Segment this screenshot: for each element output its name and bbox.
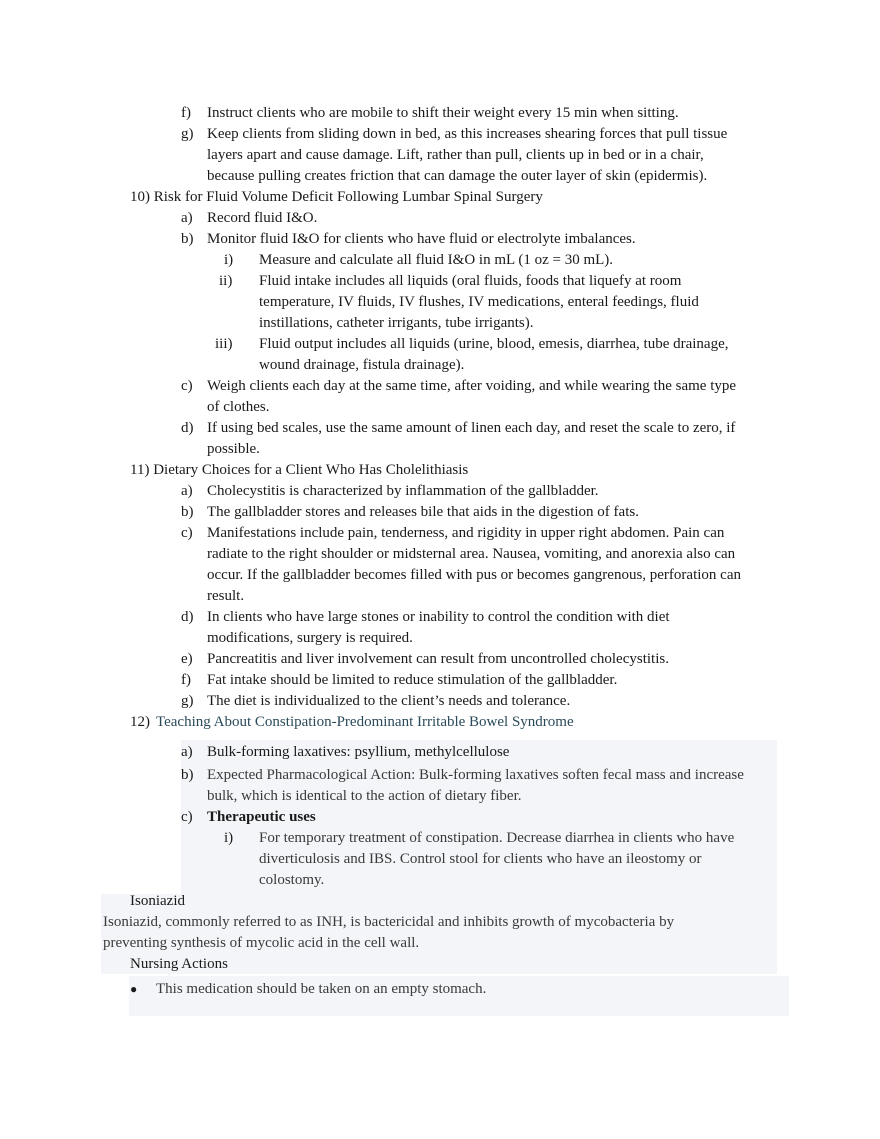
- list-item-text: radiate to the right shoulder or midsternal area. Nausea, vomiting, and anorexia also can: [207, 546, 736, 562]
- list-item-text: Monitor fluid I&O for clients who have fluid or electrolyte imbalances.: [207, 231, 636, 247]
- list-marker: e): [181, 651, 193, 667]
- list-item-text: temperature, IV fluids, IV flushes, IV medications, enteral feedings, fluid: [259, 294, 699, 310]
- list-item-text: Fat intake should be limited to reduce stimulation of the gallbladder.: [207, 672, 618, 688]
- list-item-text: Expected Pharmacological Action: Bulk-forming laxatives soften fecal mass and increase: [207, 767, 744, 783]
- section-heading-11: 11) Dietary Choices for a Client Who Has Cholelithiasis: [130, 462, 469, 478]
- list-item-text: instillations, catheter irrigants, tube irrigants).: [259, 315, 534, 331]
- list-marker: a): [181, 483, 193, 499]
- list-marker: g): [181, 126, 194, 142]
- list-item-text: In clients who have large stones or inability to control the condition with diet: [207, 609, 670, 625]
- list-item-text: of clothes.: [207, 399, 270, 415]
- list-item-text: bulk, which is identical to the action of dietary fiber.: [207, 788, 522, 804]
- list-marker: c): [181, 525, 193, 541]
- list-marker: d): [181, 420, 194, 436]
- list-marker: a): [181, 210, 193, 226]
- list-marker: f): [181, 105, 191, 121]
- list-item-text: modifications, surgery is required.: [207, 630, 413, 646]
- list-marker: c): [181, 378, 193, 394]
- list-marker: f): [181, 672, 191, 688]
- list-item-text: Instruct clients who are mobile to shift their weight every 15 min when sitting.: [207, 105, 679, 121]
- list-item-text: possible.: [207, 441, 260, 457]
- list-item-text: The gallbladder stores and releases bile that aids in the digestion of fats.: [207, 504, 639, 520]
- list-item-text: If using bed scales, use the same amount of linen each day, and reset the scale to zero, if: [207, 420, 736, 436]
- list-item-text: wound drainage, fistula drainage).: [259, 357, 465, 373]
- list-item-text: Bulk-forming laxatives: psyllium, methylcellulose: [207, 744, 510, 760]
- list-item-text: layers apart and cause damage. Lift, rather than pull, clients up in bed or in a chair,: [207, 147, 704, 163]
- nursing-actions-title: Nursing Actions: [130, 956, 228, 972]
- list-marker: b): [181, 231, 194, 247]
- list-marker: ii): [219, 273, 233, 289]
- list-item-text: Pancreatitis and liver involvement can result from uncontrolled cholecystitis.: [207, 651, 669, 667]
- list-item-text: The diet is individualized to the client’s needs and tolerance.: [207, 693, 571, 709]
- list-marker: c): [181, 809, 193, 825]
- drug-title: Isoniazid: [130, 893, 185, 909]
- paragraph-line: preventing synthesis of mycolic acid in the cell wall.: [103, 935, 420, 951]
- paragraph-line: Isoniazid, commonly referred to as INH, is bactericidal and inhibits growth of mycobacteria by: [103, 914, 675, 930]
- list-item-text: Record fluid I&O.: [207, 210, 318, 226]
- section-heading-text: Teaching About Constipation-Predominant Irritable Bowel Syndrome: [156, 714, 574, 730]
- list-item-text: Weigh clients each day at the same time, after voiding, and while wearing the same type: [207, 378, 737, 394]
- list-item-text: result.: [207, 588, 245, 604]
- list-item-text: because pulling creates friction that can damage the outer layer of skin (epidermis).: [207, 168, 708, 184]
- section-heading-10: 10) Risk for Fluid Volume Deficit Following Lumbar Spinal Surgery: [130, 189, 543, 205]
- list-marker: d): [181, 609, 194, 625]
- list-item-text: For temporary treatment of constipation. Decrease diarrhea in clients who have: [259, 830, 735, 846]
- list-item-text: occur. If the gallbladder becomes filled with pus or becomes gangrenous, perforation can: [207, 567, 741, 583]
- list-item-text: Therapeutic uses: [207, 809, 316, 825]
- list-item-text: Fluid output includes all liquids (urine, blood, emesis, diarrhea, tube drainage,: [259, 336, 729, 352]
- bullet-text: This medication should be taken on an empty stomach.: [156, 981, 487, 997]
- list-item-text: Manifestations include pain, tenderness, and rigidity in upper right abdomen. Pain can: [207, 525, 725, 541]
- list-item-text: Fluid intake includes all liquids (oral fluids, foods that liquefy at room: [259, 273, 682, 289]
- list-item-text: Keep clients from sliding down in bed, as this increases shearing forces that pull tissue: [207, 126, 728, 142]
- list-marker: iii): [215, 336, 233, 352]
- list-item-text: Cholecystitis is characterized by inflammation of the gallbladder.: [207, 483, 599, 499]
- list-marker: g): [181, 693, 194, 709]
- list-marker: b): [181, 767, 194, 783]
- bullet-marker: ●: [130, 982, 138, 996]
- list-item-text: colostomy.: [259, 872, 325, 888]
- list-marker: b): [181, 504, 194, 520]
- list-item-text: Measure and calculate all fluid I&O in mL (1 oz = 30 mL).: [259, 252, 614, 268]
- list-marker: a): [181, 744, 193, 760]
- list-item-text: diverticulosis and IBS. Control stool for clients who have an ileostomy or: [259, 851, 702, 867]
- section-number: 12): [130, 714, 150, 730]
- list-marker: i): [224, 252, 234, 268]
- list-marker: i): [224, 830, 234, 846]
